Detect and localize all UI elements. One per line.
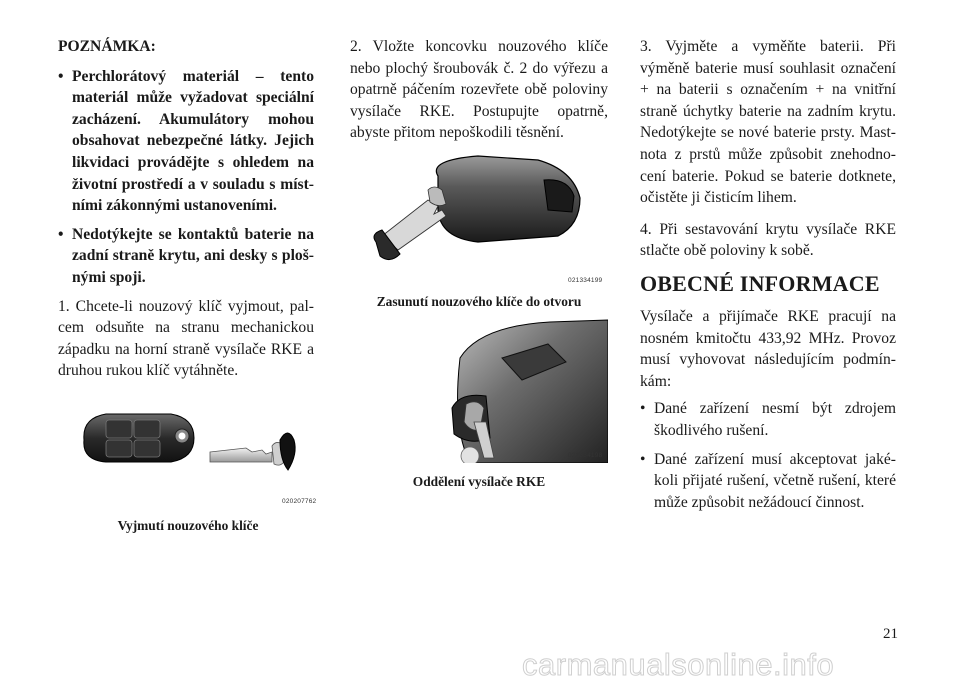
bullet-icon: •: [640, 400, 646, 418]
note-bullets: [58, 66, 314, 289]
column-left: [58, 36, 314, 382]
figure-code: 020207762: [282, 498, 317, 505]
figure-caption: Zasunutí nouzového klíče do otvoru: [376, 294, 582, 309]
key-insertion-illustration: [368, 150, 606, 290]
figure-key-insertion: [368, 150, 606, 290]
figure-code: 021334198: [568, 452, 603, 459]
watermark-logo: [522, 648, 942, 678]
figure-code: 021334199: [568, 277, 603, 284]
section-heading: OBECNÉ INFORMACE: [640, 270, 880, 296]
step-4-text: 4. Při sestavování krytu vysílače RKE stlačte obě poloviny k sobě.: [640, 220, 896, 260]
column-right: [640, 36, 896, 520]
general-bullet-text: Dané zařízení musí akceptovat jaké-koli přijaté rušení, včetně rušení, které může způsobit nežádoucí činnost.: [654, 450, 896, 511]
figure-rke-separation: [430, 318, 608, 463]
page-number: 21: [883, 626, 898, 642]
key-fob-with-key-illustration: [76, 400, 316, 510]
general-bullets: [640, 398, 896, 513]
general-bullet: [640, 449, 896, 514]
figure-caption: Vyjmutí nouzového klíče: [117, 518, 259, 533]
general-bullet: [640, 398, 896, 441]
note-bullet: [58, 66, 314, 217]
step-2-text: 2. Vložte koncovku nouzového klíče nebo plochý šroubovák č. 2 do výřezu a opatrně páčením rozevřete obě poloviny vysílače RKE. Postupujte opatrně, abyste přitom nepoškodili těsnění.: [350, 38, 608, 142]
column-middle: [350, 36, 608, 144]
bullet-icon: •: [58, 67, 64, 85]
bullet-icon: •: [58, 225, 64, 243]
figure-caption: Oddělení vysílače RKE: [412, 474, 546, 489]
note-bullet-text: Nedotýkejte se kontaktů baterie na zadní straně krytu, ani desky s ploš-nými spoji.: [72, 225, 314, 286]
note-bullet: [58, 224, 314, 289]
watermark: [522, 648, 942, 678]
note-title: POZNÁMKA:: [58, 38, 156, 55]
step-3-text: 3. Vyjměte a vyměňte baterii. Při výměně baterie musí souhlasit označení + na baterii s označením + na vnitřní straně úchytky baterie na zadním krytu. Nedotýkejte se nové baterie prsty. Mast-nota z prstů může způsobit znehodno-cení baterie. Pokud se baterie dotknete, očistěte ji čisticím lihem.: [640, 38, 896, 207]
svg-text:carmanualsonline.info: carmanualsonline.info: [522, 648, 835, 678]
figure-key-removal: [76, 400, 316, 510]
step-1-text: 1. Chcete-li nouzový klíč vyjmout, pal-cem odsuňte na stranu mechanickou západku na horní straně vysílače RKE a druhou rukou klíč vytáhněte.: [58, 297, 314, 380]
general-intro-text: Vysílače a přijímače RKE pracují na nosném kmitočtu 433,92 MHz. Provoz musí vyhovovat následujícím podmín-kám:: [640, 307, 896, 390]
note-bullet-text: Perchlorátový materiál – tento materiál může vyžadovat speciální zacházení. Akumulátory mohou obsahovat nebezpečné látky. Jejich likvidaci provádějte s ohledem na životní prostředí a v souladu s míst-ními zákonnými ustanoveními.: [72, 67, 314, 215]
rke-separation-illustration: [430, 318, 608, 463]
general-bullet-text: Dané zařízení nesmí být zdrojem škodlivého rušení.: [654, 400, 896, 439]
bullet-icon: •: [640, 450, 646, 468]
